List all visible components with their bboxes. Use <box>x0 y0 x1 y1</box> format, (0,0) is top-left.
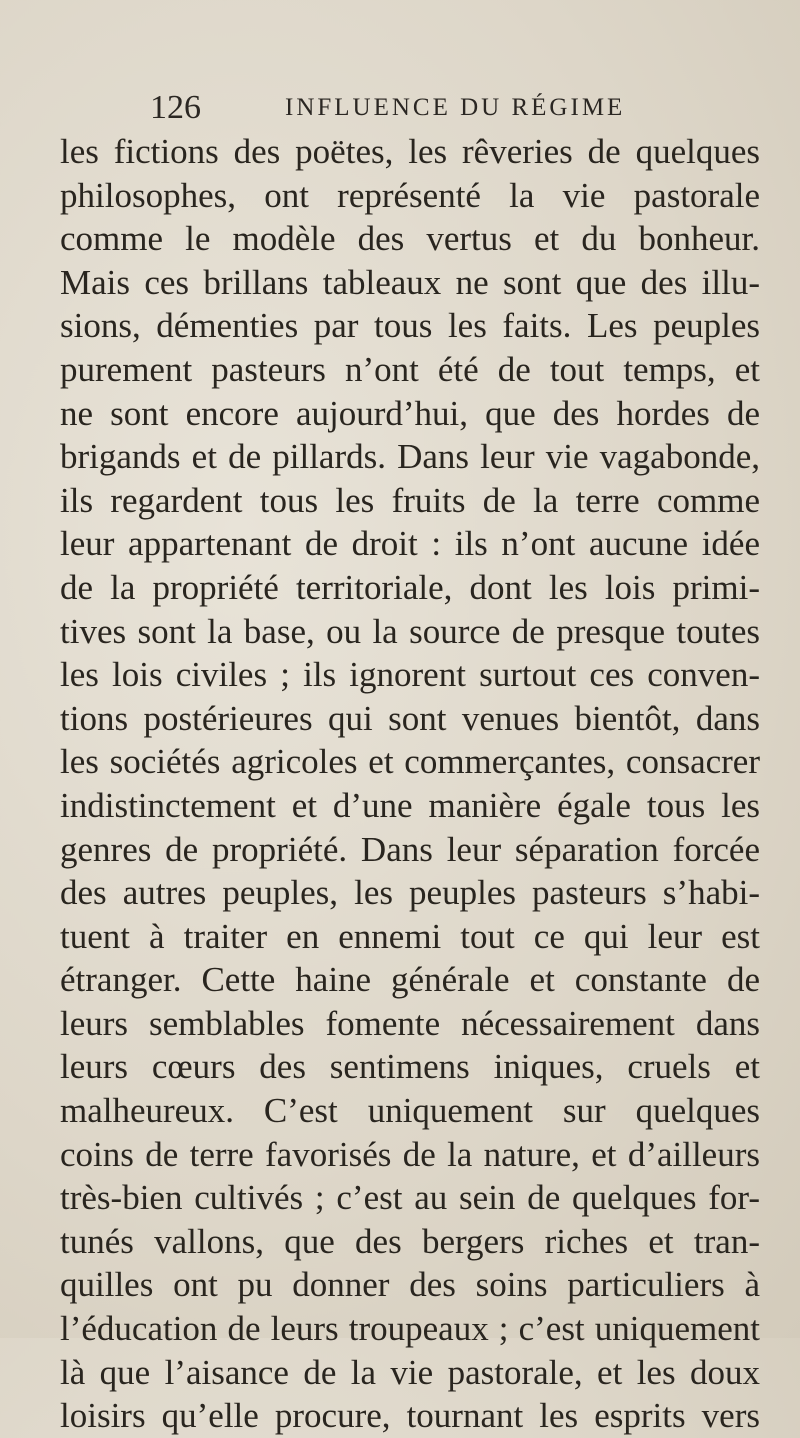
running-title: INFLUENCE DU RÉGIME <box>285 94 626 121</box>
text-line: quilles ont pu donner des soins particuliers à <box>60 1265 760 1305</box>
text-line: tuent à traiter en ennemi tout ce qui leur est <box>60 916 760 956</box>
body-text <box>60 130 760 1438</box>
text-line: ne sont encore aujourd’hui, que des hordes de <box>60 393 760 433</box>
text-line: brigands et de pillards. Dans leur vie vagabonde, <box>60 437 760 477</box>
text-line: ils regardent tous les fruits de la terre comme <box>60 480 760 520</box>
text-line: très-bien cultivés ; c’est au sein de quelques for- <box>60 1178 760 1218</box>
text-line: les lois civiles ; ils ignorent surtout ces conven- <box>60 655 760 695</box>
text-line: malheureux. C’est uniquement sur quelques <box>60 1091 760 1131</box>
text-line: leur appartenant de droit : ils n’ont aucune idée <box>60 524 760 564</box>
text-line: tives sont la base, ou la source de presque toutes <box>60 611 760 651</box>
text-line: là que l’aisance de la vie pastorale, et les doux <box>60 1352 760 1392</box>
running-head <box>150 88 710 128</box>
text-line: leurs cœurs des sentimens iniques, cruels et <box>60 1047 760 1087</box>
text-line: étranger. Cette haine générale et constante de <box>60 960 760 1000</box>
text-line: tions postérieures qui sont venues bientôt, dans <box>60 698 760 738</box>
text-line: les sociétés agricoles et commerçantes, consacrer <box>60 742 760 782</box>
text-line: loisirs qu’elle procure, tournant les esprits vers <box>60 1396 760 1436</box>
text-line: tunés vallons, que des bergers riches et tran- <box>60 1221 760 1261</box>
text-line: comme le modèle des vertus et du bonheur. <box>60 219 760 259</box>
text-line: des autres peuples, les peuples pasteurs s’habi- <box>60 873 760 913</box>
text-line: sions, démenties par tous les faits. Les peuples <box>60 306 760 346</box>
text-line: les fictions des poëtes, les rêveries de quelques <box>60 132 760 171</box>
page-number: 126 <box>150 89 201 126</box>
text-line: de la propriété territoriale, dont les lois primi- <box>60 567 760 607</box>
text-line: philosophes, ont représenté la vie pastorale <box>60 175 760 215</box>
text-line: indistinctement et d’une manière égale tous les <box>60 785 760 825</box>
text-line: leurs semblables fomente nécessairement dans <box>60 1003 760 1043</box>
text-line: coins de terre favorisés de la nature, et d’ailleurs <box>60 1134 760 1174</box>
text-line: genres de propriété. Dans leur séparation forcée <box>60 829 760 869</box>
text-line: l’éducation de leurs troupeaux ; c’est uniquement <box>60 1309 760 1349</box>
text-line: Mais ces brillans tableaux ne sont que des illu- <box>60 262 760 302</box>
text-line: purement pasteurs n’ont été de tout temps, et <box>60 349 760 389</box>
